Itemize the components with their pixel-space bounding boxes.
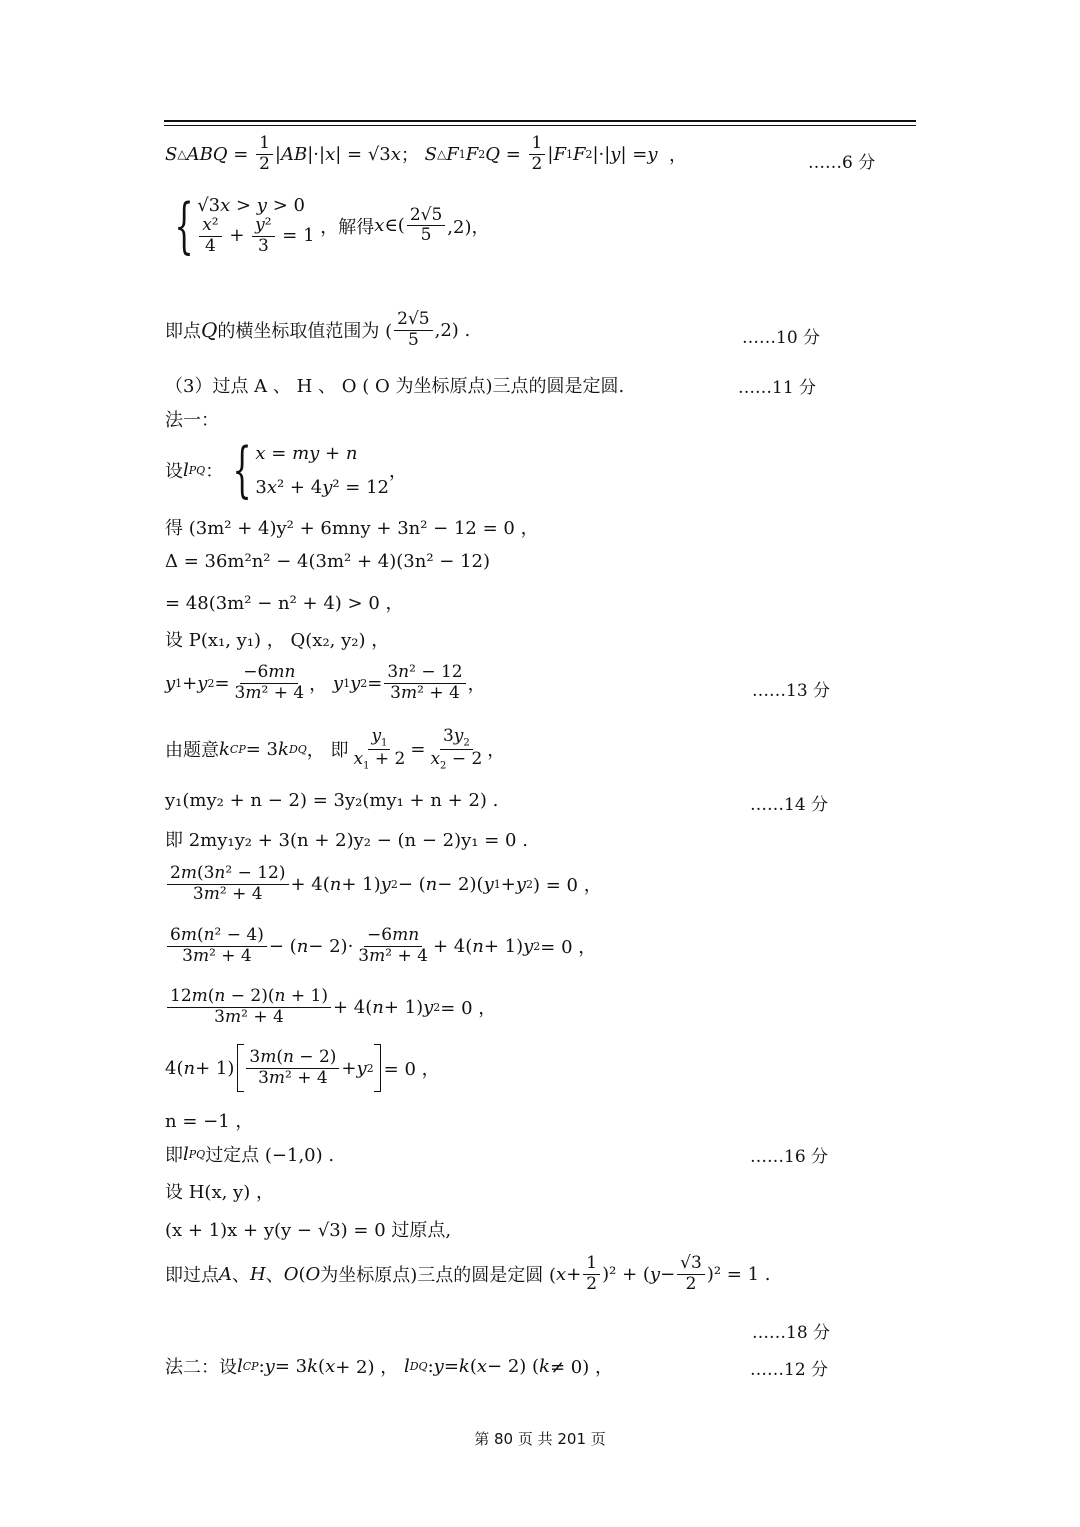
line-15: $\frac{\text{6m(n² − 4)}}{\text{3m² + 4}}$ − ( n − 2)· $\frac{-6mn}{\text{3m² + 4}}$ + 4( n + 1) y 2 = 0 ，	[165, 926, 596, 966]
line-7: Δ = 36m²n² − 4(3m² + 4)(3n² − 12)	[165, 551, 490, 572]
score-14: ……14 分	[750, 795, 829, 815]
line-6: 得 (3m² + 4)y² + 6mny + 3n² − 12 = 0 ，	[165, 518, 539, 539]
line-11: 由题意 k CP = 3 k DQ ， 即 $\frac{y_1}{x_1 + 2}$ = $\frac{3y_2}{x_2 - 2}$ ，	[165, 726, 506, 772]
score-16: ……16 分	[750, 1147, 829, 1167]
line-3: （3）过点 A 、 H 、 O ( O 为坐标原点)三点的圆是定圆.	[165, 376, 625, 397]
line-18: n = −1 ，	[165, 1111, 254, 1132]
header-rule-thick	[164, 120, 916, 122]
line-19: 即 l PQ 过定点 (−1,0) .	[165, 1143, 335, 1166]
line-1: { √3x > y > 0 $\frac{\text{x²}}{4}$ + $\frac{\text{y²}}{3}$ = 1 ，解得 x ∈( $\frac{2√5}{5}$ ,2)，	[174, 190, 490, 261]
line-10: y 1 + y 2 = $\frac{-6mn}{\text{3m² + 4}}$ ， y 1 y 2 = $\frac{\text{3n² − 12}}{\text{3m² + 4}}$ ，	[165, 662, 486, 703]
line-8: = 48(3m² − n² + 4) > 0 ，	[165, 593, 404, 614]
line-23: 法二：设 l CP : y = 3 k ( x + 2) ， l DQ : y = k ( x − 2) ( k ≠ 0) ，	[165, 1355, 613, 1378]
score-18: ……18 分	[752, 1323, 831, 1343]
score-12: ……12 分	[750, 1360, 829, 1380]
header-rule-thin	[164, 125, 916, 126]
line-16: $\frac{12m(n - 2)(n + 1)}{\text{3m² + 4}}$ + 4( n + 1) y 2 = 0 ，	[165, 987, 496, 1027]
page-footer: 第 80 页 共 201 页	[474, 1430, 606, 1448]
line-20: 设 H(x, y) ，	[165, 1182, 274, 1203]
score-6: ……6 分	[808, 153, 876, 173]
line-22: 即过点 A 、 H 、 O ( O 为坐标原点)三点的圆是定圆 ( x + $\frac{1}{2}$ )² + ( y − $\frac{√3}{2}$ )² = 1 .	[165, 1253, 771, 1294]
score-13: ……13 分	[752, 681, 831, 701]
line-12: y₁(my₂ + n − 2) = 3y₂(my₁ + n + 2) .	[165, 790, 499, 811]
score-10: ……10 分	[742, 328, 821, 348]
line-13: 即 2my₁y₂ + 3(n + 2)y₂ − (n − 2)y₁ = 0 .	[165, 830, 528, 851]
line-2: 即点 Q 的横坐标取值范围为 ( $\frac{2√5}{5}$ ,2) .	[165, 309, 471, 350]
line-5: 设 l PQ ： { x = my + n 3x² + 4y² = 12 ，	[165, 435, 408, 505]
line-9: 设 P(x₁, y₁) ， Q(x₂, y₂) ，	[165, 630, 390, 651]
line-0: S △ ABQ = $\frac{1}{2}$ | AB |·| x | = √3 x ； S △ F 1 F 2 Q = $\frac{1}{2}$ | F 1 F 2 |·| y | = y ，	[165, 133, 687, 174]
score-11: ……11 分	[738, 378, 817, 398]
line-4: 法一：	[165, 410, 219, 431]
line-21: (x + 1)x + y(y − √3) = 0 过原点,	[165, 1220, 452, 1241]
line-14: $\frac{\text{2m(3n² − 12)}}{\text{3m² + 4}}$ + 4( n + 1) y 2 − ( n − 2)( y 1 + y 2 ) = 0 ，	[165, 864, 602, 904]
line-17: 4( n + 1) $\frac{3m(n - 2)}{\text{3m² + 4}}$ + y 2 = 0 ，	[165, 1044, 440, 1092]
